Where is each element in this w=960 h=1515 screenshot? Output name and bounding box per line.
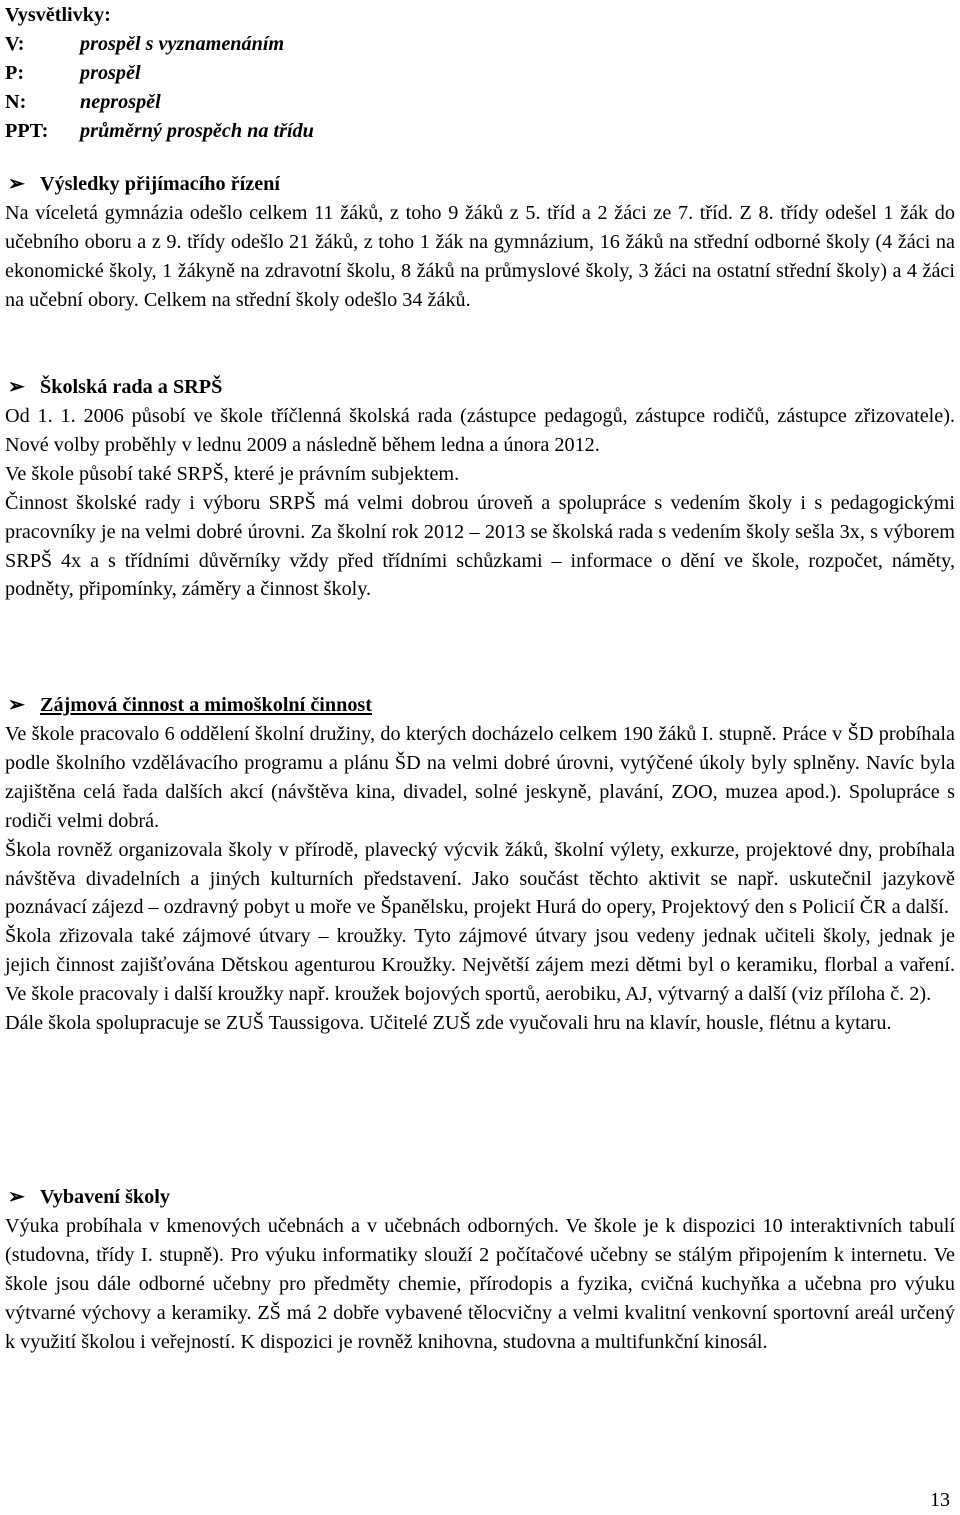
section-heading	[5, 1183, 170, 1212]
legend-row	[5, 88, 314, 117]
section-heading-text: Zájmová činnost a mimoškolní činnost	[40, 694, 373, 716]
section-heading	[5, 170, 280, 199]
legend	[5, 30, 314, 146]
section-heading-text: Výsledky přijímacího řízení	[40, 173, 280, 195]
section-heading-text: Školská rada a SRPŠ	[40, 376, 223, 398]
section-heading	[5, 691, 372, 720]
section-paragraph: Škola rovněž organizovala školy v přírodě, plavecký výcvik žáků, školní výlety, exkurze, projektové dny, probíhala návštěva divadelních a jiných kulturních představení. Jako součást těchto aktivit se např. uskutečnil jazykově poznávací zájezd – ozdravný pobyt u moře ve Španělsku, projekt Hurá do opery, Projektový den s Policií ČR a další.	[5, 838, 955, 919]
section-body	[5, 720, 955, 1038]
section-body	[5, 402, 955, 604]
section-paragraph: Škola zřizovala také zájmové útvary – kroužky. Tyto zájmové útvary jsou vedeny jednak učiteli školy, jednak je jejich činnost zajišťována Dětskou agenturou Kroužky. Největší zájem mezi dětmi byl o keramiku, florbal a vaření. Ve škole pracovaly i další kroužky např. kroužek bojových sportů, aerobiku, AJ, výtvarný a další (viz příloha č. 2).	[5, 925, 955, 1006]
arrow-bullet-icon: ➢	[8, 173, 25, 195]
section-paragraph: Dále škola spolupracuje se ZUŠ Taussigova. Učitelé ZUŠ zde vyučovali hru na klavír, housle, flétnu a kytaru.	[5, 1012, 892, 1035]
section-paragraph: Od 1. 1. 2006 působí ve škole tříčlenná školská rada (zástupce pedagogů, zástupce rodičů, zástupce zřizovatele). Nové volby proběhly v lednu 2009 a následně během ledna a února 2012.	[5, 405, 955, 456]
section-paragraph: Činnost školské rady i výboru SRPŠ má velmi dobrou úroveň a spolupráce s vedením školy i s pedagogickými pracovníky je na velmi dobré úrovni. Za školní rok 2012 – 2013 se školská rada s vedením školy sešla 3x, s výborem SRPŠ 4x a s třídními důvěrníky vždy před třídními schůzkami – informace o dění ve škole, rozpočet, náměty, podněty, připomínky, záměry a činnost školy.	[5, 491, 955, 601]
legend-text: prospěl	[80, 62, 141, 84]
legend-key: P:	[5, 62, 25, 84]
section-paragraph: Ve škole pracovalo 6 oddělení školní družiny, do kterých docházelo celkem 190 žáků I. stupně. Práce v ŠD probíhala podle školního vzdělávacího programu a plánu ŠD na velmi dobré úrovni, vytýčené úkoly byly splněny. Navíc byla zajištěna celá řada dalších akcí (návštěva kina, divadel, solné jeskyně, plavání, ZOO, muzea apod.). Spolupráce s rodiči velmi dobrá.	[5, 723, 955, 832]
legend-row	[5, 117, 314, 146]
legend-title: Vysvětlivky:	[5, 4, 111, 26]
section-heading-text: Vybavení školy	[40, 1186, 170, 1208]
legend-key: N:	[5, 91, 27, 113]
arrow-bullet-icon: ➢	[8, 1186, 25, 1208]
section-paragraph: Na víceletá gymnázia odešlo celkem 11 žáků, z toho 9 žáků z 5. tříd a 2 žáci ze 7. tříd. Z 8. třídy odešel 1 žák do učebního oboru a z 9. třídy odešlo 21 žáků, z toho 1 žák na gymnázium, 16 žáků na střední odborné školy (4 žáci na ekonomické školy, 1 žákyně na zdravotní školu, 8 žáků na průmyslové školy, 3 žáci na ostatní střední školy) a 4 žáci na učební obory. Celkem na střední školy odešlo 34 žáků.	[5, 202, 955, 311]
arrow-bullet-icon: ➢	[8, 376, 25, 398]
legend-key: V:	[5, 33, 25, 55]
section-paragraph: Výuka probíhala v kmenových učebnách a v učebnách odborných. Ve škole je k dispozici 10 interaktivních tabulí (studovna, třídy I. stupně). Pro výuku informatiky slouží 2 počítačové učebny se stálým připojením k internetu. Ve škole jsou dále odborné učebny pro předměty chemie, přírodopis a fyzika, cvičná kuchyňka a učebna pro výuku výtvarné výchovy a keramiky. ZŠ má 2 dobře vybavené tělocvičny a velmi kvalitní venkovní sportovní areál určený k využití školou i veřejností. K dispozici je rovněž knihovna, studovna a multifunkční kinosál.	[5, 1215, 955, 1353]
legend-text: průměrný prospěch na třídu	[80, 120, 314, 142]
legend-key: PPT:	[5, 120, 49, 142]
legend-row	[5, 59, 314, 88]
legend-text: prospěl s vyznamenáním	[80, 33, 285, 55]
section-paragraph: Ve škole působí také SRPŠ, které je právním subjektem.	[5, 462, 460, 485]
arrow-bullet-icon: ➢	[8, 694, 25, 716]
section-heading	[5, 373, 222, 402]
legend-row	[5, 30, 314, 59]
legend-text: neprospěl	[80, 91, 161, 113]
